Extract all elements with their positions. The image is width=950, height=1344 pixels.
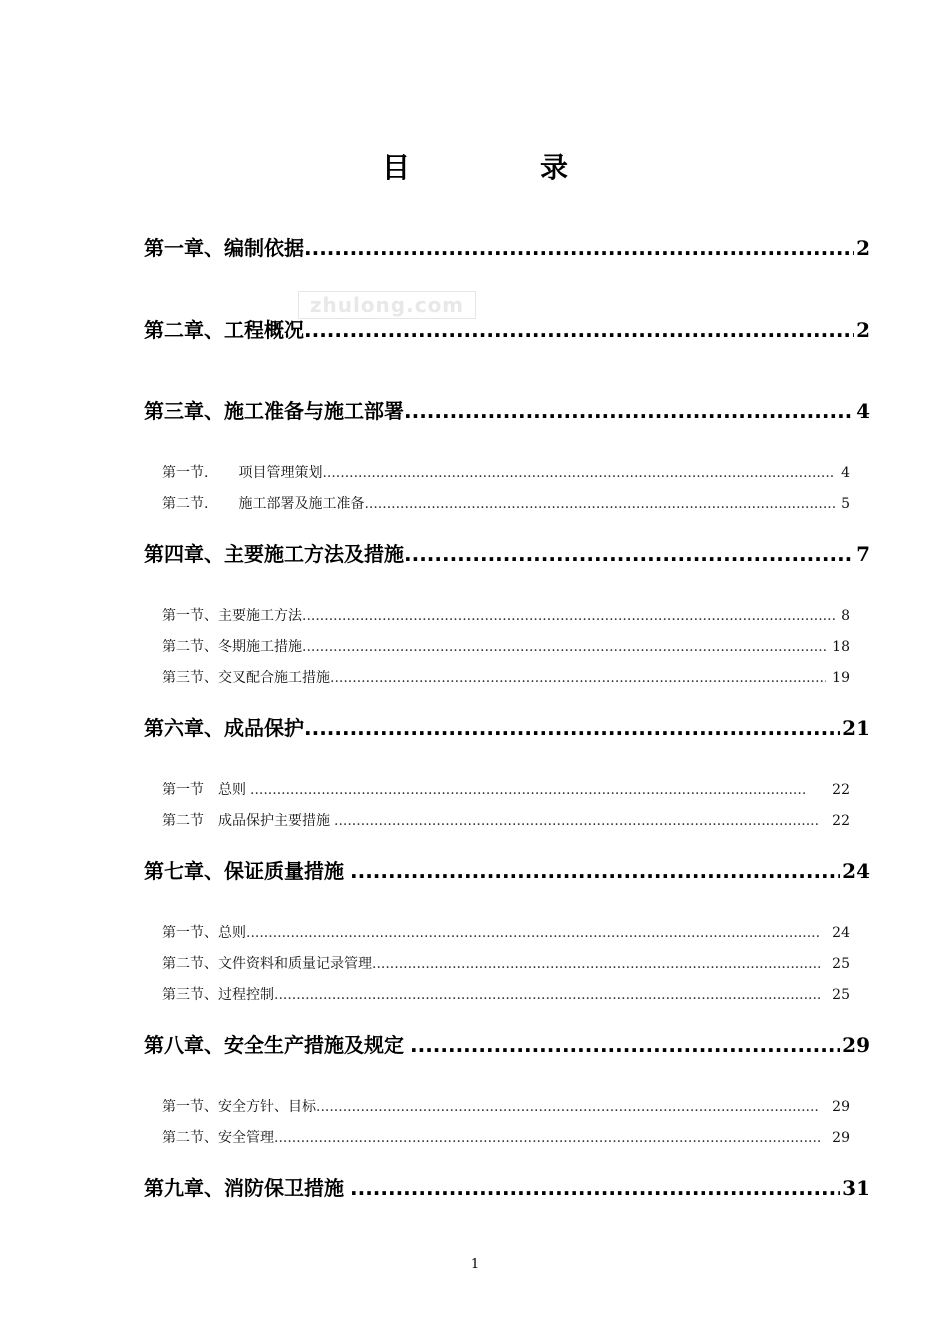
toc-page-number: 7 [856, 542, 870, 566]
dot-leader [322, 465, 835, 481]
toc-entry-chapter-4[interactable] [144, 538, 870, 567]
toc-page-number: 21 [842, 716, 870, 740]
dot-leader [330, 670, 826, 686]
toc-page-number: 19 [832, 670, 850, 686]
toc-section-label: 第二节、安全管理 [162, 1130, 274, 1146]
toc-entry-4-1[interactable] [162, 605, 850, 625]
toc-chapter-label: 第四章、主要施工方法及措施 [144, 542, 404, 566]
toc-page-number: 24 [842, 859, 870, 883]
toc-section-number: 第二节 [162, 813, 204, 829]
toc-page-number: 4 [856, 399, 870, 423]
toc-page-number: 5 [841, 496, 850, 512]
toc-section-label: 第一节、主要施工方法 [162, 608, 302, 624]
toc-chapter-label: 第六章、成品保护 [144, 716, 304, 740]
toc-page-number: 29 [842, 1033, 870, 1057]
toc-section-label: 第二节、冬期施工措施 [162, 639, 302, 655]
dot-leader [350, 1176, 840, 1200]
toc-page-number: 25 [832, 987, 850, 1003]
toc-page-number: 4 [841, 465, 850, 481]
toc-section-number: 第一节 [162, 782, 204, 798]
dot-leader [410, 1033, 840, 1057]
toc-section-label: 第一节、安全方针、目标 [162, 1099, 316, 1115]
toc-entry-4-3[interactable] [162, 667, 850, 687]
toc-title-part2: 录 [540, 151, 569, 184]
toc-page-number: 8 [841, 608, 850, 624]
toc-entry-8-1[interactable] [162, 1096, 850, 1116]
toc-section-number: 第二节. [162, 496, 209, 512]
toc-entry-chapter-7[interactable] [144, 855, 870, 884]
footer-page-number: 1 [470, 1257, 480, 1272]
toc-entry-chapter-2[interactable] [144, 314, 870, 343]
toc-entry-chapter-8[interactable] [144, 1029, 870, 1058]
toc-entry-chapter-9[interactable] [144, 1172, 870, 1201]
toc-page-number: 18 [832, 639, 850, 655]
dot-leader [302, 639, 826, 655]
toc-chapter-label: 第九章、消防保卫措施 [144, 1176, 344, 1200]
dot-leader [250, 782, 806, 798]
toc-entry-6-1[interactable] [162, 779, 850, 799]
toc-section-label: 第二节、文件资料和质量记录管理 [162, 956, 372, 972]
toc-chapter-label: 第一章、编制依据 [144, 236, 304, 260]
dot-leader [304, 318, 854, 342]
dot-leader [404, 399, 854, 423]
dot-leader [304, 236, 854, 260]
toc-page-number: 25 [832, 956, 850, 972]
toc-entry-4-2[interactable] [162, 636, 850, 656]
dot-leader [404, 542, 854, 566]
dot-leader [364, 496, 835, 512]
dot-leader [334, 813, 820, 829]
watermark: zhulong.com [298, 291, 476, 319]
toc-entry-chapter-3[interactable] [144, 395, 870, 424]
dot-leader [274, 1130, 820, 1146]
toc-entry-3-1[interactable] [162, 462, 850, 482]
toc-entry-6-2[interactable] [162, 810, 850, 830]
dot-leader [350, 859, 840, 883]
toc-section-label: 第一节、总则 [162, 925, 246, 941]
toc-chapter-label: 第八章、安全生产措施及规定 [144, 1033, 404, 1057]
toc-section-label: 成品保护主要措施 [218, 813, 330, 829]
toc-title-part1: 目 [381, 151, 410, 184]
dot-leader [246, 925, 820, 941]
toc-chapter-label: 第七章、保证质量措施 [144, 859, 344, 883]
toc-entry-8-2[interactable] [162, 1127, 850, 1147]
toc-page-number: 2 [856, 236, 870, 260]
dot-leader [304, 716, 840, 740]
toc-section-label: 第三节、过程控制 [162, 987, 274, 1003]
toc-section-number: 第一节. [162, 465, 209, 481]
toc-page-number: 22 [832, 813, 850, 829]
dot-leader [302, 608, 835, 624]
toc-section-label: 施工部署及施工准备 [238, 496, 365, 512]
toc-entry-7-2[interactable] [162, 953, 850, 973]
toc-section-label: 第三节、交叉配合施工措施 [162, 670, 330, 686]
toc-chapter-label: 第三章、施工准备与施工部署 [144, 399, 404, 423]
dot-leader [274, 987, 820, 1003]
toc-page-number: 29 [832, 1130, 850, 1146]
toc-entry-3-2[interactable] [162, 493, 850, 513]
toc-entry-chapter-1[interactable] [144, 232, 870, 261]
toc-page-number: 24 [832, 925, 850, 941]
toc-section-label: 总则 [218, 782, 246, 798]
toc-page-number: 22 [832, 782, 850, 798]
dot-leader [372, 956, 820, 972]
toc-entry-7-3[interactable] [162, 984, 850, 1004]
dot-leader [316, 1099, 820, 1115]
toc-page-number: 31 [842, 1176, 870, 1200]
toc-page-number: 29 [832, 1099, 850, 1115]
toc-chapter-label: 第二章、工程概况 [144, 318, 304, 342]
toc-entry-7-1[interactable] [162, 922, 850, 942]
toc-page-number: 2 [856, 318, 870, 342]
toc-section-label: 项目管理策划 [238, 465, 323, 481]
toc-title [0, 146, 950, 186]
toc-entry-chapter-6[interactable] [144, 712, 870, 741]
